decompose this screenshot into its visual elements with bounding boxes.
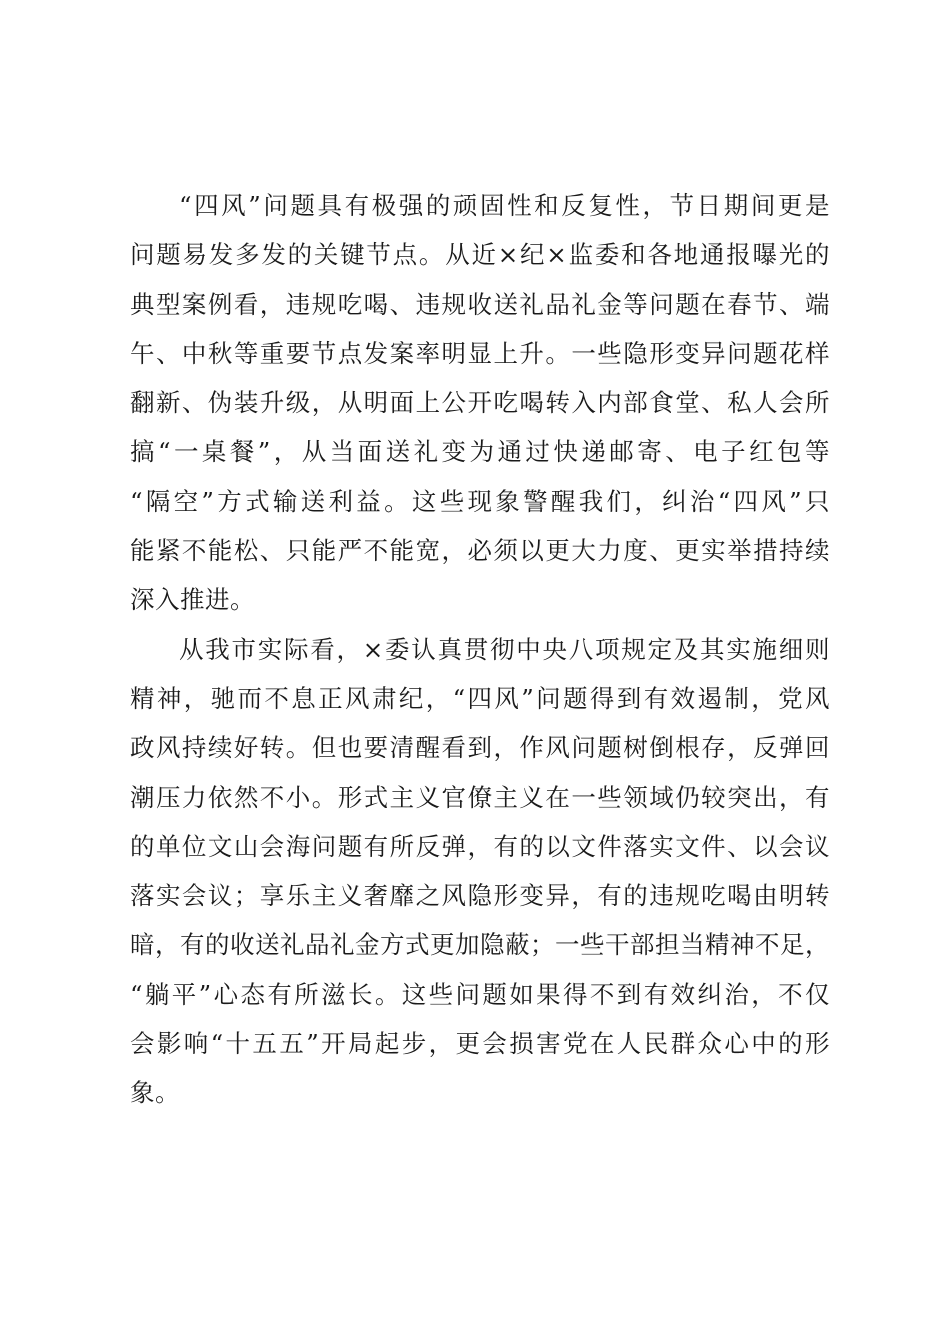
text-line: 精神，驰而不息正风肃纪，“四风”问题得到有效遏制，党风	[130, 683, 830, 713]
text-line: 潮压力依然不小。形式主义官僚主义在一些领域仍较突出，有	[130, 782, 830, 812]
text-line: 会影响“十五五”开局起步，更会损害党在人民群众心中的形	[130, 1029, 830, 1059]
text-line: “四风”问题具有极强的顽固性和反复性，节日期间更是	[179, 191, 830, 220]
text-line: 政风持续好转。但也要清醒看到，作风问题树倒根存，反弹回	[130, 733, 830, 763]
text-line: 问题易发多发的关键节点。从近×纪×监委和各地通报曝光的	[130, 240, 830, 270]
text-line: 搞“一桌餐”，从当面送礼变为通过快递邮寄、电子红包等	[130, 437, 830, 467]
text-line: 午、中秋等重要节点发案率明显上升。一些隐形变异问题花样	[130, 338, 830, 368]
paragraph-2	[130, 625, 830, 1118]
text-line: 深入推进。	[130, 585, 255, 615]
text-line: 翻新、伪装升级，从明面上公开吃喝转入内部食堂、私人会所	[130, 388, 830, 418]
text-line: “隔空”方式输送利益。这些现象警醒我们，纠治“四风”只	[130, 486, 830, 516]
text-line: 的单位文山会海问题有所反弹，有的以文件落实文件、以会议	[130, 831, 830, 861]
text-line: 能紧不能松、只能严不能宽，必须以更大力度、更实举措持续	[130, 536, 830, 566]
paragraph-1	[130, 181, 830, 625]
text-line: 象。	[130, 1078, 180, 1108]
text-line: 落实会议；享乐主义奢靡之风隐形变异，有的违规吃喝由明转	[130, 881, 830, 911]
text-line: 从我市实际看，×委认真贯彻中央八项规定及其实施细则	[179, 634, 830, 664]
document-body	[130, 181, 830, 1118]
text-line: 暗，有的收送礼品礼金方式更加隐蔽；一些干部担当精神不足，	[130, 930, 830, 960]
text-line: “躺平”心态有所滋长。这些问题如果得不到有效纠治，不仅	[130, 979, 830, 1009]
text-line: 典型案例看，违规吃喝、违规收送礼品礼金等问题在春节、端	[130, 289, 830, 319]
